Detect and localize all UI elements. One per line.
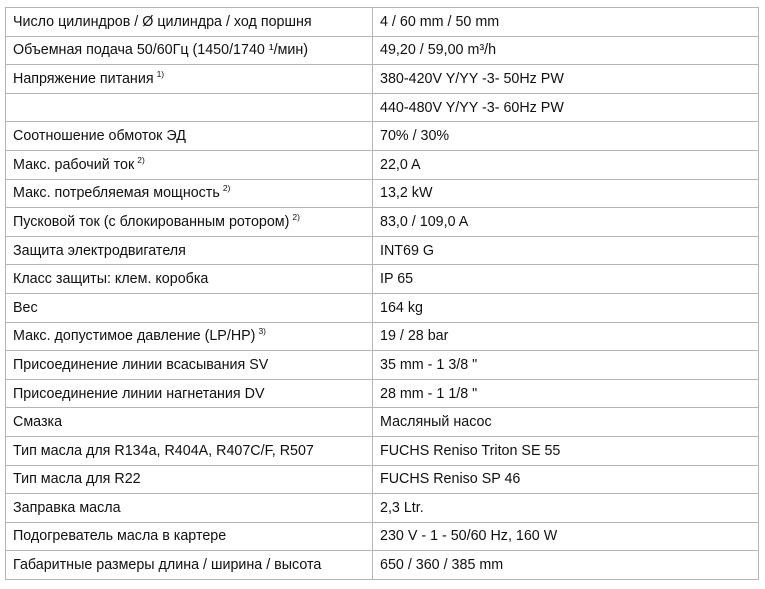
spec-label: Тип масла для R22 xyxy=(13,471,141,488)
table-row xyxy=(6,322,759,351)
spec-label: Подогреватель масла в картере xyxy=(13,528,227,545)
spec-value: 28 mm - 1 1/8 " xyxy=(380,385,478,402)
spec-value-cell xyxy=(373,551,759,580)
spec-label-cell xyxy=(6,122,373,151)
spec-label-cell xyxy=(6,179,373,208)
spec-value-cell xyxy=(373,36,759,65)
spec-value-cell xyxy=(373,494,759,523)
spec-label: Присоединение линии нагнетания DV xyxy=(13,385,265,402)
footnote-marker: 2) xyxy=(292,211,300,222)
spec-value-cell xyxy=(373,522,759,551)
spec-value: Масляный насос xyxy=(380,414,492,431)
spec-label-cell xyxy=(6,551,373,580)
spec-label: Смазка xyxy=(13,414,63,431)
spec-label-cell xyxy=(6,322,373,351)
spec-label-cell xyxy=(6,436,373,465)
table-row xyxy=(6,379,759,408)
spec-value-cell xyxy=(373,351,759,380)
table-row xyxy=(6,65,759,94)
spec-value: 22,0 A xyxy=(380,156,421,173)
table-row xyxy=(6,179,759,208)
spec-value: 230 V - 1 - 50/60 Hz, 160 W xyxy=(380,528,558,545)
spec-value: INT69 G xyxy=(380,242,435,259)
spec-label-cell xyxy=(6,265,373,294)
spec-label: Макс. потребляемая мощность xyxy=(13,185,220,202)
spec-value: 70% / 30% xyxy=(380,128,450,145)
table-row xyxy=(6,236,759,265)
spec-value: 49,20 / 59,00 m³/h xyxy=(380,42,497,59)
spec-value-cell xyxy=(373,408,759,437)
spec-label: Соотношение обмоток ЭД xyxy=(13,128,186,145)
spec-table-body xyxy=(6,8,759,580)
spec-value-cell xyxy=(373,236,759,265)
spec-label: Присоединение линии всасывания SV xyxy=(13,356,269,373)
spec-label-cell xyxy=(6,236,373,265)
spec-label-cell xyxy=(6,36,373,65)
spec-label: Габаритные размеры длина / ширина / высота xyxy=(13,557,322,574)
spec-value: IP 65 xyxy=(380,271,414,288)
footnote-marker: 3) xyxy=(258,326,267,337)
table-row xyxy=(6,522,759,551)
table-row xyxy=(6,122,759,151)
spec-label-cell xyxy=(6,93,373,122)
footnote-marker: 2) xyxy=(222,183,231,194)
table-row xyxy=(6,293,759,322)
footnote-marker: 2) xyxy=(137,154,145,165)
spec-label-cell xyxy=(6,408,373,437)
table-row xyxy=(6,8,759,37)
table-row xyxy=(6,36,759,65)
spec-label: Напряжение питания xyxy=(13,70,154,87)
spec-label-cell xyxy=(6,65,373,94)
spec-value-cell xyxy=(373,93,759,122)
spec-value-cell xyxy=(373,379,759,408)
spec-value: 4 / 60 mm / 50 mm xyxy=(380,13,500,30)
spec-label: Пусковой ток (с блокированным ротором) xyxy=(13,213,290,230)
spec-label-cell xyxy=(6,150,373,179)
spec-value: 13,2 kW xyxy=(380,185,433,202)
table-row xyxy=(6,93,759,122)
spec-label-cell xyxy=(6,293,373,322)
spec-label-cell xyxy=(6,8,373,37)
table-row xyxy=(6,150,759,179)
table-row xyxy=(6,436,759,465)
spec-label-cell xyxy=(6,208,373,237)
spec-label: Защита электродвигателя xyxy=(13,242,186,259)
spec-label: Вес xyxy=(13,299,38,316)
spec-value: FUCHS Reniso SP 46 xyxy=(380,471,521,488)
spec-table-container xyxy=(5,7,759,580)
spec-value: FUCHS Reniso Triton SE 55 xyxy=(380,442,561,459)
spec-value-cell xyxy=(373,8,759,37)
spec-value-cell xyxy=(373,65,759,94)
spec-label: Объемная подача 50/60Гц (1450/1740 ¹/мин) xyxy=(13,42,309,59)
spec-value: 83,0 / 109,0 A xyxy=(380,213,469,230)
spec-label-cell xyxy=(6,351,373,380)
table-row xyxy=(6,208,759,237)
spec-value: 164 kg xyxy=(380,299,423,316)
spec-value-cell xyxy=(373,322,759,351)
spec-label: Класс защиты: клем. коробка xyxy=(13,271,209,288)
spec-table xyxy=(5,7,759,580)
spec-value-cell xyxy=(373,208,759,237)
spec-label-cell xyxy=(6,465,373,494)
table-row xyxy=(6,351,759,380)
spec-label-cell xyxy=(6,522,373,551)
spec-value-cell xyxy=(373,179,759,208)
spec-label: Тип масла для R134a, R404A, R407C/F, R507 xyxy=(13,442,314,459)
spec-value-cell xyxy=(373,265,759,294)
spec-value-cell xyxy=(373,293,759,322)
footnote-marker: 1) xyxy=(156,68,165,79)
spec-value-cell xyxy=(373,436,759,465)
spec-value-cell xyxy=(373,150,759,179)
spec-label: Заправка масла xyxy=(13,499,121,516)
spec-value: 19 / 28 bar xyxy=(380,328,449,345)
table-row xyxy=(6,408,759,437)
spec-value: 650 / 360 / 385 mm xyxy=(380,557,504,574)
spec-label-cell xyxy=(6,494,373,523)
spec-value-cell xyxy=(373,122,759,151)
table-row xyxy=(6,494,759,523)
spec-value: 35 mm - 1 3/8 " xyxy=(380,356,478,373)
table-row xyxy=(6,465,759,494)
spec-value-cell xyxy=(373,465,759,494)
spec-value: 380-420V Y/YY -3- 50Hz PW xyxy=(380,70,564,87)
spec-label: Макс. допустимое давление (LP/HP) xyxy=(13,328,256,345)
spec-value: 440-480V Y/YY -3- 60Hz PW xyxy=(380,99,564,116)
spec-label: Макс. рабочий ток xyxy=(13,156,135,173)
spec-label: Число цилиндров / Ø цилиндра / ход поршня xyxy=(13,13,312,30)
table-row xyxy=(6,551,759,580)
table-row xyxy=(6,265,759,294)
spec-label-cell xyxy=(6,379,373,408)
spec-value: 2,3 Ltr. xyxy=(380,499,424,516)
